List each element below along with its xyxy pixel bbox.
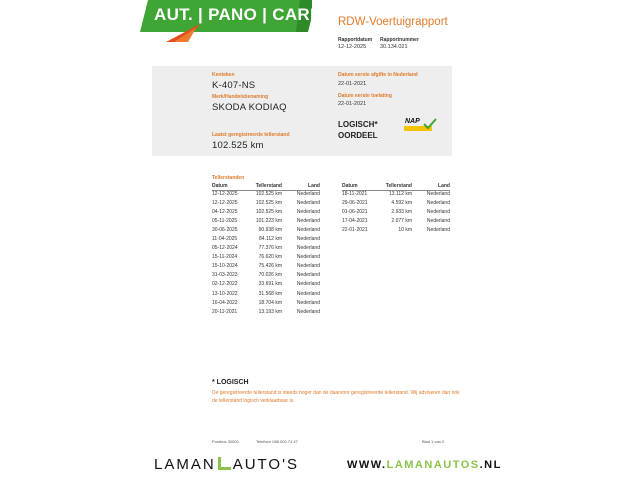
row-date: 29-06-2021 bbox=[342, 200, 368, 207]
row-reading: 90.938 km bbox=[258, 227, 282, 234]
row-reading: 33.691 km bbox=[258, 281, 282, 288]
first-issue-nl: 22-01-2021 bbox=[338, 81, 367, 87]
row-reading: 102.525 km bbox=[255, 209, 282, 216]
row-reading: 102.525 km bbox=[255, 191, 282, 197]
row-date: 12-12-2025 bbox=[212, 200, 238, 207]
row-date: 17-04-2021 bbox=[342, 218, 368, 225]
dealer-logo bbox=[154, 456, 299, 473]
row-country: Nederland bbox=[296, 245, 320, 252]
col-country: Land bbox=[438, 183, 450, 189]
table-row bbox=[342, 227, 450, 236]
row-reading: 2.077 km bbox=[391, 218, 412, 225]
footer-page: Blad 1 van 2 bbox=[422, 439, 445, 444]
plate-label: Kenteken bbox=[212, 72, 235, 78]
brand-swoosh-icon bbox=[166, 24, 200, 42]
row-reading: 84.112 km bbox=[259, 236, 282, 243]
row-reading: 76.620 km bbox=[258, 254, 282, 261]
brand-label: Merk/Handelsbenaming bbox=[212, 94, 269, 100]
table-row bbox=[342, 191, 450, 200]
row-reading: 13.193 km bbox=[258, 308, 282, 315]
verdict-line1: LOGISCH* bbox=[338, 120, 378, 129]
row-country: Nederland bbox=[296, 272, 320, 279]
row-reading: 18.704 km bbox=[258, 299, 282, 306]
table-row bbox=[212, 245, 320, 254]
row-date: 18-11-2021 bbox=[342, 191, 368, 197]
row-date: 05-11-2025 bbox=[212, 218, 238, 225]
row-country: Nederland bbox=[426, 209, 450, 216]
report-number: 30.134.021 bbox=[380, 44, 408, 50]
dealer-name-b: AUTO'S bbox=[232, 456, 299, 473]
row-reading: 75.426 km bbox=[258, 263, 282, 270]
row-date: 20-11-2021 bbox=[212, 308, 238, 315]
table-row bbox=[342, 218, 450, 227]
table-row bbox=[342, 200, 450, 209]
dealer-name-a: LAMAN bbox=[154, 456, 216, 473]
odometer-table-left bbox=[212, 183, 320, 318]
document-title: RDW-Voertuigrapport bbox=[338, 16, 448, 28]
row-country: Nederland bbox=[296, 236, 320, 243]
note-title: * LOGISCH bbox=[212, 379, 249, 386]
note-text: De geregistreerde tellerstand is steeds hoger dan de daarvoor geregistreerde tellerstand. Wij adviseren dan ook de tellerstand logisch verklaarbaar is. bbox=[212, 390, 460, 404]
row-country: Nederland bbox=[296, 281, 320, 288]
first-issue-nl-label: Datum eerste afgifte in Nederland bbox=[338, 72, 418, 78]
row-date: 01-06-2021 bbox=[342, 209, 368, 216]
table-header bbox=[342, 183, 450, 191]
row-date: 11-04-2025 bbox=[212, 236, 238, 243]
row-date: 16-04-2022 bbox=[212, 299, 238, 306]
l-mark-icon bbox=[218, 457, 231, 470]
table-row bbox=[212, 191, 320, 200]
row-country: Nederland bbox=[296, 191, 320, 197]
table-row bbox=[212, 272, 320, 281]
report-date: 12-12-2025 bbox=[338, 44, 367, 50]
row-date: 02-12-2022 bbox=[212, 281, 238, 288]
dealer-website-link[interactable] bbox=[347, 459, 502, 471]
row-reading: 102.525 km bbox=[255, 200, 282, 207]
col-reading: Tellerstand bbox=[385, 183, 412, 189]
footer-phone: Telefoon 088 000 74 47 bbox=[256, 439, 298, 444]
row-reading: 4.592 km bbox=[391, 200, 412, 207]
col-country: Land bbox=[308, 183, 320, 189]
row-reading: 77.376 km bbox=[258, 245, 282, 252]
table-row bbox=[212, 291, 320, 300]
table-row bbox=[212, 254, 320, 263]
first-admission: 22-01-2021 bbox=[338, 101, 367, 107]
first-admission-label: Datum eerste toelating bbox=[338, 93, 392, 99]
odometer-section-title: Tellerstanden bbox=[212, 175, 245, 181]
website-suffix: .NL bbox=[479, 459, 502, 471]
row-date: 15-10-2024 bbox=[212, 263, 238, 270]
row-date: 05-12-2024 bbox=[212, 245, 238, 252]
row-reading: 70.026 km bbox=[258, 272, 282, 279]
col-reading: Tellerstand bbox=[255, 183, 282, 189]
odometer-table-right bbox=[342, 183, 450, 236]
verdict-line2: OORDEEL bbox=[338, 131, 378, 140]
row-date: 22-01-2021 bbox=[342, 227, 368, 234]
row-date: 04-12-2025 bbox=[212, 209, 238, 216]
nap-logo-icon bbox=[404, 118, 437, 131]
row-reading: 31.568 km bbox=[258, 290, 282, 297]
row-country: Nederland bbox=[426, 191, 450, 197]
row-country: Nederland bbox=[426, 200, 450, 207]
website-prefix: WWW. bbox=[347, 459, 387, 471]
report-date-label: Rapportdatum bbox=[338, 37, 373, 43]
row-country: Nederland bbox=[296, 290, 320, 297]
table-row bbox=[212, 236, 320, 245]
row-reading: 10 km bbox=[398, 227, 412, 234]
vehicle-summary-panel bbox=[152, 66, 452, 156]
row-country: Nederland bbox=[426, 218, 450, 225]
row-reading: 2.933 km bbox=[391, 209, 412, 216]
row-date: 13-10-2022 bbox=[212, 290, 238, 297]
table-header bbox=[212, 183, 320, 191]
row-country: Nederland bbox=[296, 227, 320, 234]
license-plate: K-407-NS bbox=[212, 80, 256, 91]
row-country: Nederland bbox=[296, 209, 320, 216]
row-country: Nederland bbox=[296, 200, 320, 207]
table-row bbox=[212, 263, 320, 272]
row-date: 12-12-2025 bbox=[212, 191, 238, 197]
row-date: 30-06-2025 bbox=[212, 227, 238, 234]
table-row bbox=[212, 309, 320, 318]
last-odometer: 102.525 km bbox=[212, 140, 264, 151]
row-reading: 13.112 km bbox=[389, 191, 412, 197]
table-row bbox=[212, 227, 320, 236]
table-row bbox=[212, 300, 320, 309]
row-country: Nederland bbox=[296, 263, 320, 270]
table-row bbox=[212, 218, 320, 227]
table-row bbox=[212, 200, 320, 209]
row-country: Nederland bbox=[296, 299, 320, 306]
website-name: LAMANAUTOS bbox=[386, 459, 480, 471]
report-number-label: Rapportnummer bbox=[380, 37, 419, 43]
verdict bbox=[338, 119, 378, 141]
nap-logo-text: NAP bbox=[405, 118, 420, 125]
table-row bbox=[342, 209, 450, 218]
vehicle-brand: SKODA KODIAQ bbox=[212, 102, 287, 113]
row-date: 31-03-2023 bbox=[212, 272, 238, 279]
col-date: Datum bbox=[342, 183, 358, 189]
row-reading: 101.223 km bbox=[255, 218, 282, 225]
row-date: 15-11-2024 bbox=[212, 254, 238, 261]
table-row bbox=[212, 281, 320, 290]
col-date: Datum bbox=[212, 183, 228, 189]
row-country: Nederland bbox=[426, 227, 450, 234]
row-country: Nederland bbox=[296, 254, 320, 261]
footer-address: Postbus 30000 bbox=[212, 439, 239, 444]
odometer-label: Laatst geregistreerde tellerstand bbox=[212, 132, 290, 138]
row-country: Nederland bbox=[296, 308, 320, 315]
promo-banner-text: AUT. | PANO | CARPLAY bbox=[154, 5, 355, 24]
table-row bbox=[212, 209, 320, 218]
row-country: Nederland bbox=[296, 218, 320, 225]
